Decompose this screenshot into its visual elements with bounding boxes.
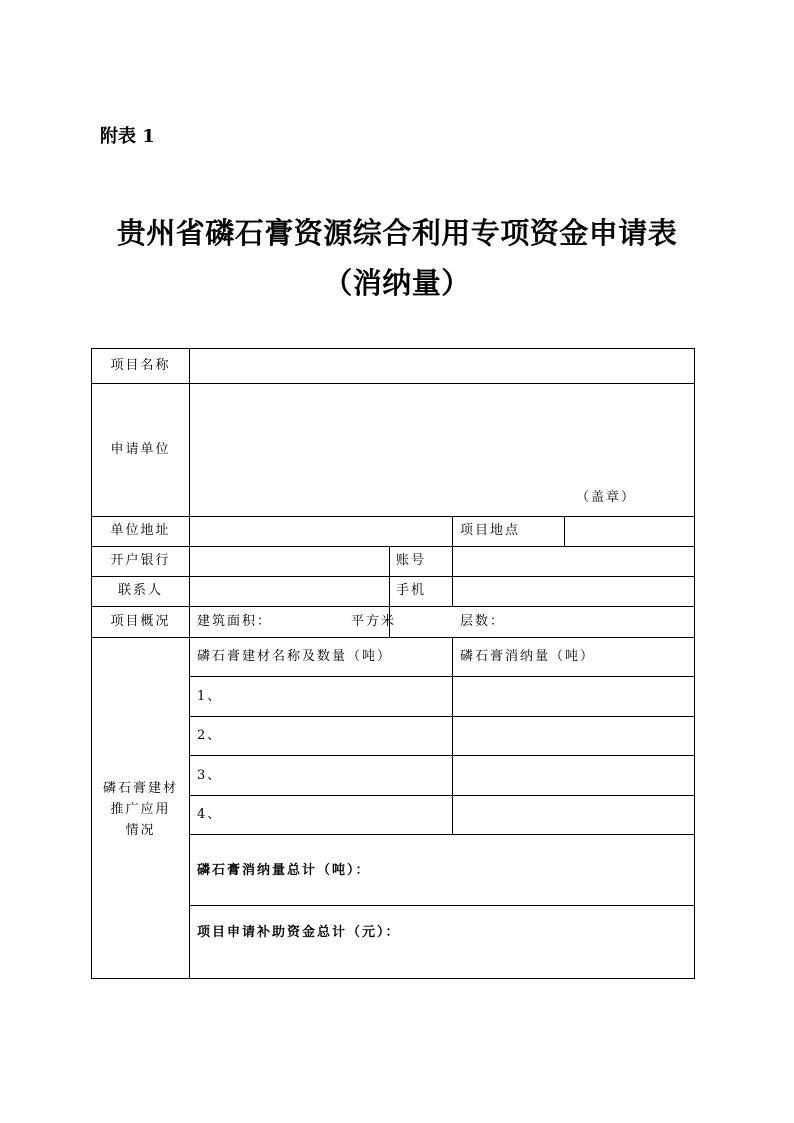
usage-label-line: 情况	[125, 823, 156, 838]
project-name-label: 项目名称	[110, 358, 171, 373]
item-consumption-field[interactable]	[453, 677, 694, 716]
area-field[interactable]	[262, 607, 347, 637]
project-location-field[interactable]	[565, 517, 694, 546]
floors-label: 层数：	[460, 614, 506, 629]
form-subtitle: （消纳量）	[323, 266, 471, 300]
account-field[interactable]	[453, 547, 694, 576]
total-subsidy-field[interactable]	[392, 906, 694, 978]
column-header-name-qty: 磷石膏建材名称及数量（吨）	[197, 649, 393, 664]
usage-label-line: 磷石膏建材	[102, 781, 178, 796]
contact-field[interactable]	[190, 577, 389, 606]
item-name-field[interactable]	[217, 756, 452, 795]
row-divider	[92, 637, 694, 638]
usage-label-line: 推广应用	[110, 802, 171, 817]
floors-field[interactable]	[512, 607, 694, 637]
unit-address-field[interactable]	[190, 517, 452, 546]
mobile-label: 手机	[396, 583, 427, 598]
bank-field[interactable]	[190, 547, 389, 576]
seal-note: （盖章）	[576, 490, 637, 505]
item-consumption-field[interactable]	[453, 796, 694, 834]
item-name-field[interactable]	[217, 717, 452, 755]
annex-label: 附表 1	[100, 126, 155, 147]
unit-address-label: 单位地址	[110, 523, 171, 538]
item-name-field[interactable]	[217, 677, 452, 716]
mobile-field[interactable]	[453, 577, 694, 606]
column-divider	[389, 546, 390, 606]
item-name-field[interactable]	[217, 796, 452, 834]
area-label: 建筑面积：	[197, 614, 273, 629]
usage-label	[92, 778, 189, 841]
project-location-label: 项目地点	[460, 523, 521, 538]
project-name-field[interactable]	[190, 349, 694, 383]
item-number: 4、	[197, 807, 223, 822]
account-label: 账号	[396, 553, 427, 568]
column-divider	[452, 516, 453, 546]
item-number: 1、	[197, 689, 223, 704]
item-consumption-field[interactable]	[453, 756, 694, 795]
item-consumption-field[interactable]	[453, 717, 694, 755]
total-subsidy-label: 项目申请补助资金总计（元）：	[197, 925, 401, 940]
overview-label: 项目概况	[110, 614, 171, 629]
bank-label: 开户银行	[110, 553, 171, 568]
column-header-consumption: 磷石膏消纳量（吨）	[460, 649, 596, 664]
contact-label: 联系人	[117, 583, 163, 598]
total-consumption-field[interactable]	[372, 835, 694, 905]
form-title: 贵州省磷石膏资源综合利用专项资金申请表	[116, 216, 678, 250]
applicant-label: 申请单位	[110, 442, 171, 457]
area-unit: 平方米	[351, 614, 397, 629]
total-consumption-label: 磷石膏消纳量总计（吨）：	[197, 863, 371, 878]
item-number: 2、	[197, 728, 223, 743]
application-form-table	[91, 348, 695, 979]
item-number: 3、	[197, 768, 223, 783]
